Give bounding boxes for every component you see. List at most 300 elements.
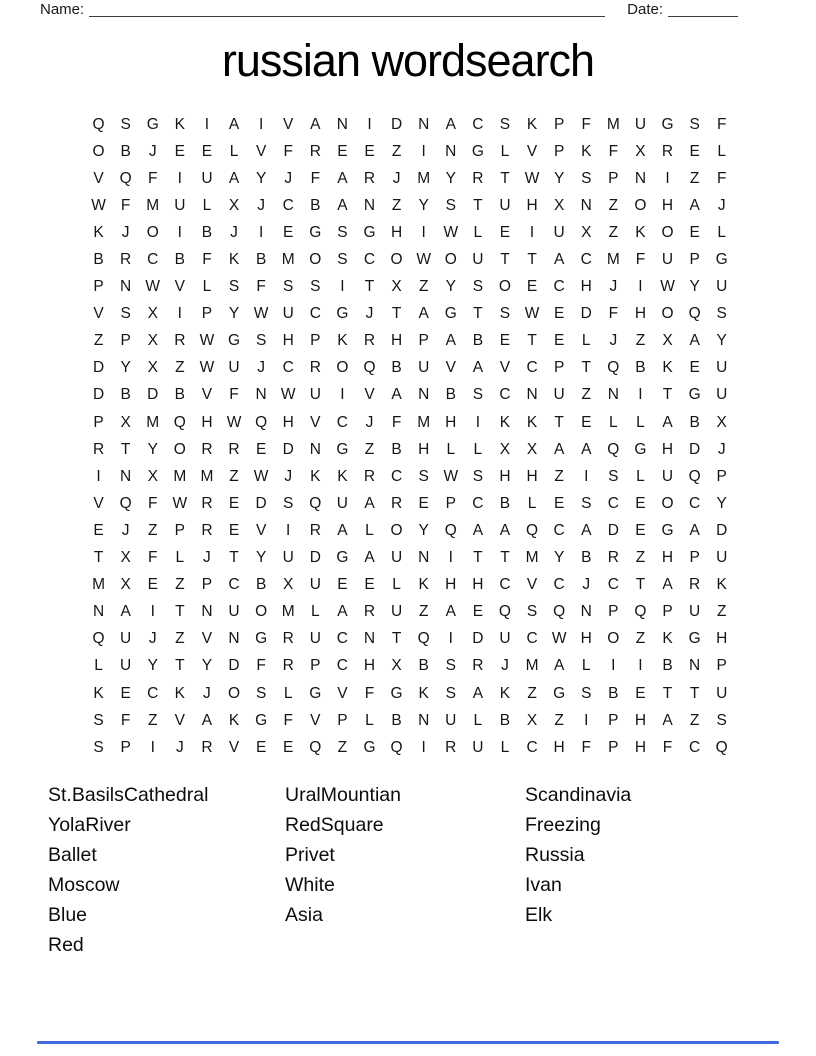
grid-letter: G — [227, 332, 241, 350]
grid-letter: U — [716, 684, 728, 702]
grid-letter: A — [581, 521, 592, 539]
grid-letter: Y — [418, 196, 429, 214]
grid-letter: B — [635, 359, 646, 377]
grid-letter: H — [445, 576, 457, 594]
grid-letter: D — [390, 115, 403, 133]
grid-letter: G — [634, 440, 647, 458]
grid-letter: U — [228, 359, 240, 377]
grid-letter: G — [146, 115, 159, 133]
grid-letter: Z — [635, 332, 646, 350]
grid-letter: Q — [607, 440, 620, 458]
grid-letter: E — [255, 738, 267, 756]
grid-letter: E — [201, 142, 213, 160]
grid-letter: T — [364, 278, 375, 296]
grid-letter: Z — [635, 630, 646, 648]
grid-letter: W — [416, 251, 431, 269]
grid-letter: P — [689, 251, 700, 269]
grid-letter: R — [445, 738, 457, 756]
grid-letter: W — [199, 359, 215, 377]
grid-letter: X — [526, 711, 538, 729]
grid-letter: U — [661, 467, 674, 485]
grid-letter: V — [201, 386, 213, 404]
grid-letter: P — [93, 278, 104, 296]
grid-letter: U — [472, 251, 484, 269]
grid-letter: L — [392, 576, 401, 594]
grid-letter: H — [390, 223, 403, 241]
grid-letter: H — [634, 711, 647, 729]
grid-letter: M — [525, 549, 539, 567]
grid-letter: D — [689, 440, 701, 458]
grid-letter: J — [392, 169, 401, 187]
grid-letter: Z — [418, 278, 429, 296]
grid-letter: F — [256, 657, 266, 675]
grid-letter: C — [336, 657, 348, 675]
grid-letter: C — [499, 576, 511, 594]
grid-letter: D — [92, 386, 105, 404]
grid-letter: R — [120, 251, 132, 269]
grid-letter: Q — [526, 521, 539, 539]
grid-letter: P — [337, 711, 348, 729]
grid-letter: E — [635, 494, 646, 512]
grid-letter: F — [716, 169, 727, 187]
grid-letter: Z — [175, 576, 185, 594]
grid-letter: I — [665, 169, 670, 187]
grid-letter: K — [662, 630, 673, 648]
grid-letter: X — [553, 196, 565, 214]
grid-letter: B — [445, 386, 456, 404]
grid-letter: J — [365, 305, 374, 323]
grid-letter: E — [174, 142, 185, 160]
grid-letter: U — [472, 738, 484, 756]
grid-letter: I — [421, 223, 426, 241]
grid-letter: L — [636, 467, 645, 485]
grid-letter: V — [228, 738, 240, 756]
grid-letter: V — [526, 142, 538, 160]
grid-letter: Z — [175, 359, 185, 377]
grid-letter: M — [146, 413, 160, 431]
grid-letter: N — [580, 603, 592, 621]
grid-letter: J — [121, 223, 130, 241]
grid-letter: F — [581, 115, 591, 133]
grid-letter: F — [581, 738, 591, 756]
grid-letter: I — [421, 738, 426, 756]
grid-letter: F — [148, 169, 158, 187]
grid-letter: X — [635, 142, 646, 160]
grid-letter: S — [445, 684, 456, 702]
grid-letter: I — [286, 521, 291, 539]
grid-letter: Y — [418, 521, 429, 539]
grid-letter: O — [661, 494, 674, 512]
word-item: White — [285, 874, 335, 896]
grid-letter: X — [120, 576, 131, 594]
grid-letter: T — [120, 440, 131, 458]
grid-letter: R — [201, 521, 213, 539]
grid-letter: L — [527, 494, 537, 512]
grid-letter: K — [635, 223, 646, 241]
grid-letter: E — [228, 521, 240, 539]
grid-letter: E — [93, 521, 104, 539]
grid-letter: C — [607, 494, 619, 512]
grid-letter: N — [120, 278, 132, 296]
grid-letter: Z — [581, 386, 591, 404]
grid-letter: O — [173, 440, 186, 458]
grid-letter: Y — [255, 549, 267, 567]
grid-letter: Q — [119, 169, 132, 187]
grid-letter: K — [93, 223, 104, 241]
grid-letter: Y — [228, 305, 240, 323]
grid-letter: S — [445, 657, 456, 675]
grid-letter: P — [174, 521, 185, 539]
grid-letter: V — [93, 169, 104, 187]
grid-letter: W — [443, 467, 459, 485]
grid-letter: Z — [175, 630, 185, 648]
grid-letter: A — [337, 603, 348, 621]
grid-letter: F — [364, 684, 375, 702]
grid-letter: V — [283, 115, 294, 133]
grid-letter: L — [365, 711, 374, 729]
grid-letter: N — [634, 169, 647, 187]
grid-letter: H — [553, 738, 565, 756]
wordsearch-grid — [85, 111, 735, 761]
grid-letter: H — [526, 196, 538, 214]
grid-letter: G — [363, 223, 376, 241]
grid-letter: X — [147, 332, 158, 350]
word-item: Ballet — [48, 844, 97, 866]
grid-letter: S — [716, 305, 727, 323]
grid-letter: L — [717, 223, 727, 241]
grid-letter: N — [336, 115, 348, 133]
grid-letter: M — [281, 603, 295, 621]
grid-letter: A — [201, 711, 213, 729]
grid-letter: E — [689, 223, 700, 241]
grid-letter: K — [310, 467, 321, 485]
grid-letter: U — [661, 251, 674, 269]
grid-letter: O — [336, 359, 349, 377]
grid-letter: J — [175, 738, 184, 756]
grid-letter: T — [500, 251, 510, 269]
word-item: Moscow — [48, 874, 120, 896]
grid-letter: Z — [527, 684, 537, 702]
word-item: Ivan — [525, 874, 562, 896]
grid-letter: C — [499, 386, 511, 404]
grid-letter: U — [716, 386, 728, 404]
grid-letter: P — [608, 169, 619, 187]
grid-letter: U — [634, 115, 647, 133]
grid-letter: T — [93, 549, 104, 567]
grid-letter: B — [391, 440, 402, 458]
grid-letter: W — [199, 332, 215, 350]
grid-letter: E — [255, 440, 267, 458]
grid-letter: M — [417, 169, 431, 187]
grid-letter: A — [689, 521, 700, 539]
grid-letter: Z — [635, 549, 646, 567]
grid-letter: A — [228, 169, 240, 187]
grid-letter: L — [446, 440, 456, 458]
grid-letter: H — [634, 305, 647, 323]
grid-letter: I — [204, 115, 210, 133]
grid-letter: H — [661, 549, 674, 567]
grid-letter: X — [716, 413, 727, 431]
grid-letter: E — [147, 576, 158, 594]
grid-letter: E — [689, 142, 700, 160]
grid-letter: E — [120, 684, 131, 702]
grid-letter: U — [228, 603, 240, 621]
grid-letter: P — [553, 115, 565, 133]
grid-letter: J — [717, 440, 726, 458]
grid-letter: P — [310, 657, 321, 675]
grid-letter: O — [498, 278, 511, 296]
grid-letter: U — [282, 305, 294, 323]
grid-letter: C — [553, 576, 565, 594]
grid-letter: O — [92, 142, 105, 160]
grid-letter: E — [283, 738, 294, 756]
grid-letter: V — [255, 521, 267, 539]
grid-letter: N — [526, 386, 538, 404]
grid-letter: O — [227, 684, 241, 702]
grid-letter: Y — [255, 169, 267, 187]
grid-letter: L — [310, 603, 320, 621]
grid-letter: K — [418, 684, 429, 702]
grid-letter: N — [418, 386, 430, 404]
grid-letter: X — [499, 440, 511, 458]
grid-letter: A — [662, 576, 673, 594]
grid-letter: C — [526, 359, 538, 377]
grid-letter: Y — [147, 440, 158, 458]
grid-letter: Z — [608, 196, 619, 214]
grid-letter: I — [96, 467, 101, 485]
grid-letter: R — [309, 142, 321, 160]
grid-letter: Y — [120, 359, 131, 377]
grid-letter: Z — [229, 467, 239, 485]
grid-letter: B — [391, 711, 402, 729]
grid-letter: A — [364, 494, 375, 512]
grid-letter: U — [553, 223, 565, 241]
grid-letter: S — [581, 494, 592, 512]
grid-letter: B — [255, 576, 267, 594]
grid-letter: T — [500, 549, 510, 567]
grid-letter: K — [499, 684, 511, 702]
grid-letter: A — [445, 603, 456, 621]
grid-letter: H — [363, 657, 376, 675]
grid-letter: C — [689, 738, 701, 756]
grid-letter: Z — [418, 603, 429, 621]
grid-letter: U — [716, 549, 728, 567]
grid-letter: U — [336, 494, 348, 512]
grid-letter: F — [120, 196, 131, 214]
grid-letter: M — [525, 657, 539, 675]
grid-letter: P — [310, 332, 321, 350]
grid-letter: C — [147, 684, 159, 702]
grid-letter: F — [148, 549, 158, 567]
puzzle-title: russian wordsearch — [221, 35, 595, 86]
grid-letter: R — [472, 657, 484, 675]
grid-letter: G — [715, 251, 728, 269]
grid-letter: S — [716, 711, 727, 729]
grid-letter: S — [255, 332, 267, 350]
grid-letter: S — [337, 223, 348, 241]
grid-letter: O — [634, 196, 647, 214]
grid-letter: M — [92, 576, 105, 594]
grid-letter: J — [257, 359, 265, 377]
grid-letter: I — [611, 657, 616, 675]
grid-letter: X — [147, 467, 158, 485]
grid-letter: K — [174, 115, 185, 133]
grid-letter: J — [203, 549, 211, 567]
grid-letter: R — [309, 521, 321, 539]
grid-letter: B — [201, 223, 213, 241]
grid-letter: K — [581, 142, 592, 160]
grid-letter: F — [608, 142, 619, 160]
grid-letter: J — [582, 576, 591, 594]
grid-letter: Q — [309, 738, 322, 756]
grid-letter: S — [93, 738, 104, 756]
grid-letter: P — [553, 142, 565, 160]
grid-letter: Y — [553, 549, 565, 567]
grid-letter: T — [473, 549, 483, 567]
grid-letter: E — [581, 413, 592, 431]
grid-letter: A — [689, 332, 700, 350]
grid-letter: S — [499, 115, 511, 133]
grid-letter: I — [421, 142, 426, 160]
grid-letter: R — [309, 359, 321, 377]
grid-letter: O — [661, 223, 674, 241]
grid-letter: V — [93, 305, 104, 323]
grid-letter: F — [716, 115, 727, 133]
grid-letter: Y — [445, 278, 456, 296]
grid-letter: L — [365, 521, 374, 539]
grid-letter: A — [310, 115, 321, 133]
grid-letter: I — [150, 603, 155, 621]
grid-letter: Z — [689, 711, 700, 729]
grid-letter: K — [337, 467, 348, 485]
grid-letter: S — [120, 305, 131, 323]
grid-letter: A — [553, 657, 565, 675]
grid-letter: T — [581, 359, 591, 377]
grid-letter: P — [608, 738, 619, 756]
grid-letter: S — [472, 467, 484, 485]
grid-letter: I — [367, 115, 372, 133]
grid-letter: Q — [498, 603, 511, 621]
grid-letter: W — [145, 278, 161, 296]
grid-letter: W — [253, 305, 269, 323]
grid-letter: Q — [634, 603, 647, 621]
grid-letter: R — [282, 657, 294, 675]
grid-letter: G — [688, 386, 701, 404]
grid-letter: O — [661, 305, 674, 323]
grid-letter: K — [228, 251, 240, 269]
grid-letter: O — [444, 251, 457, 269]
grid-letter: A — [445, 115, 456, 133]
grid-letter: A — [418, 305, 429, 323]
grid-letter: K — [499, 413, 511, 431]
grid-letter: X — [662, 332, 673, 350]
grid-letter: N — [580, 196, 592, 214]
grid-letter: Z — [391, 196, 402, 214]
grid-letter: Q — [119, 494, 132, 512]
grid-letter: R — [472, 169, 484, 187]
grid-letter: Q — [363, 359, 376, 377]
grid-letter: V — [174, 278, 185, 296]
grid-letter: G — [336, 305, 349, 323]
grid-letter: S — [337, 251, 348, 269]
grid-letter: H — [634, 738, 647, 756]
grid-letter: S — [120, 115, 131, 133]
grid-letter: Z — [337, 738, 348, 756]
grid-letter: X — [147, 359, 158, 377]
grid-letter: T — [473, 196, 483, 214]
grid-letter: B — [174, 251, 185, 269]
grid-letter: C — [282, 196, 294, 214]
grid-letter: C — [147, 251, 159, 269]
grid-letter: U — [309, 576, 321, 594]
grid-letter: M — [173, 467, 187, 485]
grid-letter: M — [281, 251, 295, 269]
grid-letter: D — [147, 386, 159, 404]
grid-letter: V — [337, 684, 348, 702]
grid-letter: I — [638, 657, 643, 675]
grid-letter: D — [282, 440, 294, 458]
grid-letter: H — [580, 630, 592, 648]
grid-letter: U — [418, 359, 430, 377]
grid-letter: Q — [688, 467, 701, 485]
grid-letter: O — [390, 521, 403, 539]
grid-letter: J — [203, 684, 211, 702]
grid-letter: P — [608, 711, 619, 729]
grid-letter: H — [580, 278, 592, 296]
grid-letter: T — [527, 251, 537, 269]
grid-letter: K — [337, 332, 348, 350]
word-list — [48, 780, 788, 960]
grid-letter: P — [716, 467, 727, 485]
grid-letter: I — [340, 278, 345, 296]
grid-letter: W — [524, 305, 540, 323]
grid-letter: Z — [554, 467, 564, 485]
footer-rule — [37, 1041, 779, 1044]
grid-letter: C — [553, 521, 565, 539]
grid-letter: V — [93, 494, 104, 512]
grid-letter: V — [310, 413, 321, 431]
grid-letter: W — [280, 386, 296, 404]
grid-letter: T — [635, 576, 646, 594]
word-item: RedSquare — [285, 814, 384, 836]
grid-letter: D — [716, 521, 728, 539]
grid-letter: A — [364, 549, 375, 567]
grid-letter: A — [553, 440, 565, 458]
grid-letter: B — [391, 359, 402, 377]
grid-letter: P — [201, 305, 213, 323]
grid-letter: R — [174, 332, 186, 350]
grid-letter: G — [444, 305, 457, 323]
grid-letter: E — [553, 332, 565, 350]
grid-letter: D — [607, 521, 619, 539]
grid-letter: I — [177, 223, 182, 241]
grid-letter: Y — [689, 278, 700, 296]
grid-letter: P — [418, 332, 429, 350]
grid-letter: R — [201, 494, 213, 512]
grid-letter: R — [282, 630, 294, 648]
grid-letter: E — [635, 684, 646, 702]
grid-letter: G — [309, 223, 322, 241]
grid-letter: T — [527, 332, 537, 350]
grid-letter: E — [418, 494, 429, 512]
grid-letter: T — [175, 603, 185, 621]
grid-letter: Q — [92, 115, 105, 133]
grid-letter: R — [92, 440, 105, 458]
grid-letter: W — [660, 278, 675, 296]
grid-letter: J — [257, 196, 265, 214]
grid-letter: L — [94, 657, 103, 675]
date-label: Date: — [627, 1, 663, 18]
